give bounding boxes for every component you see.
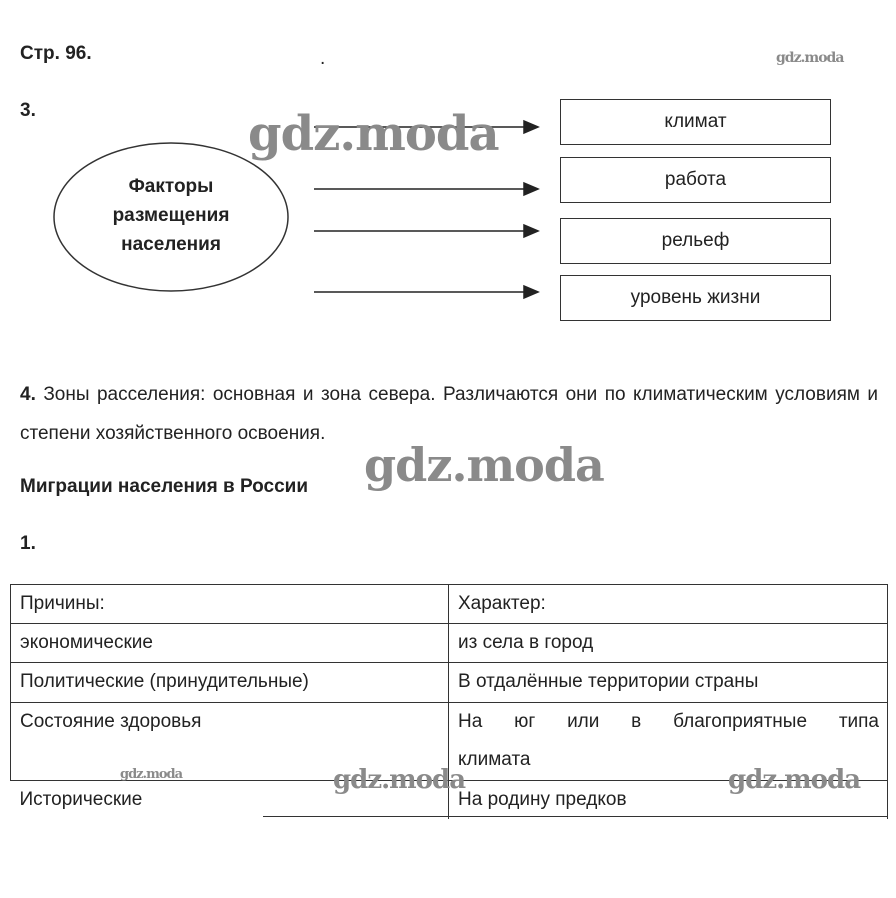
watermark: gdz.moda <box>120 767 183 782</box>
watermark: gdz.moda <box>728 765 861 795</box>
center-label <box>54 172 288 259</box>
factor-box: рельеф <box>560 218 831 264</box>
arrow-head <box>524 286 538 298</box>
table-cell: На родину предков <box>449 781 888 820</box>
watermark: gdz.moda <box>333 765 466 795</box>
factor-box: уровень жизни <box>560 275 831 321</box>
table-bottom-line <box>263 816 888 817</box>
table-header-row <box>11 585 888 624</box>
center-line: размещения <box>112 205 230 226</box>
watermark: gdz.moda <box>248 106 499 162</box>
task-4-text: Зоны расселения: основная и зона севера. Различаются они по климатическим условиям и степени хозяйственного освоения. <box>20 384 878 444</box>
page-number: Стр. 96. <box>20 43 92 64</box>
arrow-head <box>524 225 538 237</box>
table-row <box>11 624 888 663</box>
watermark: gdz.moda <box>364 438 604 492</box>
table-header: Причины: <box>11 585 449 624</box>
dot: . <box>320 48 326 69</box>
arrow-head <box>524 183 538 195</box>
task-1-number: 1. <box>20 533 36 554</box>
table-cell: экономические <box>11 624 449 663</box>
task-3-number: 3. <box>20 100 36 121</box>
watermark: gdz.moda <box>776 50 844 66</box>
table-cell: Исторические <box>11 781 449 820</box>
table-cell: На юг или в благоприятные типа климата <box>449 703 888 781</box>
center-line: населения <box>121 234 221 255</box>
table-cell: В отдалённые территории страны <box>449 663 888 703</box>
table-cell: из села в город <box>449 624 888 663</box>
center-line: Факторы <box>128 176 214 197</box>
section-title: Миграции населения в России <box>20 476 309 497</box>
task-4-number: 4. <box>20 384 36 405</box>
factor-box: работа <box>560 157 831 203</box>
arrow-head <box>524 121 538 133</box>
factor-box: климат <box>560 99 831 145</box>
table-cell: Состояние здоровья <box>11 703 449 781</box>
table-cell: Политические (принудительные) <box>11 663 449 703</box>
table-header: Характер: <box>449 585 888 624</box>
table-row <box>11 663 888 703</box>
